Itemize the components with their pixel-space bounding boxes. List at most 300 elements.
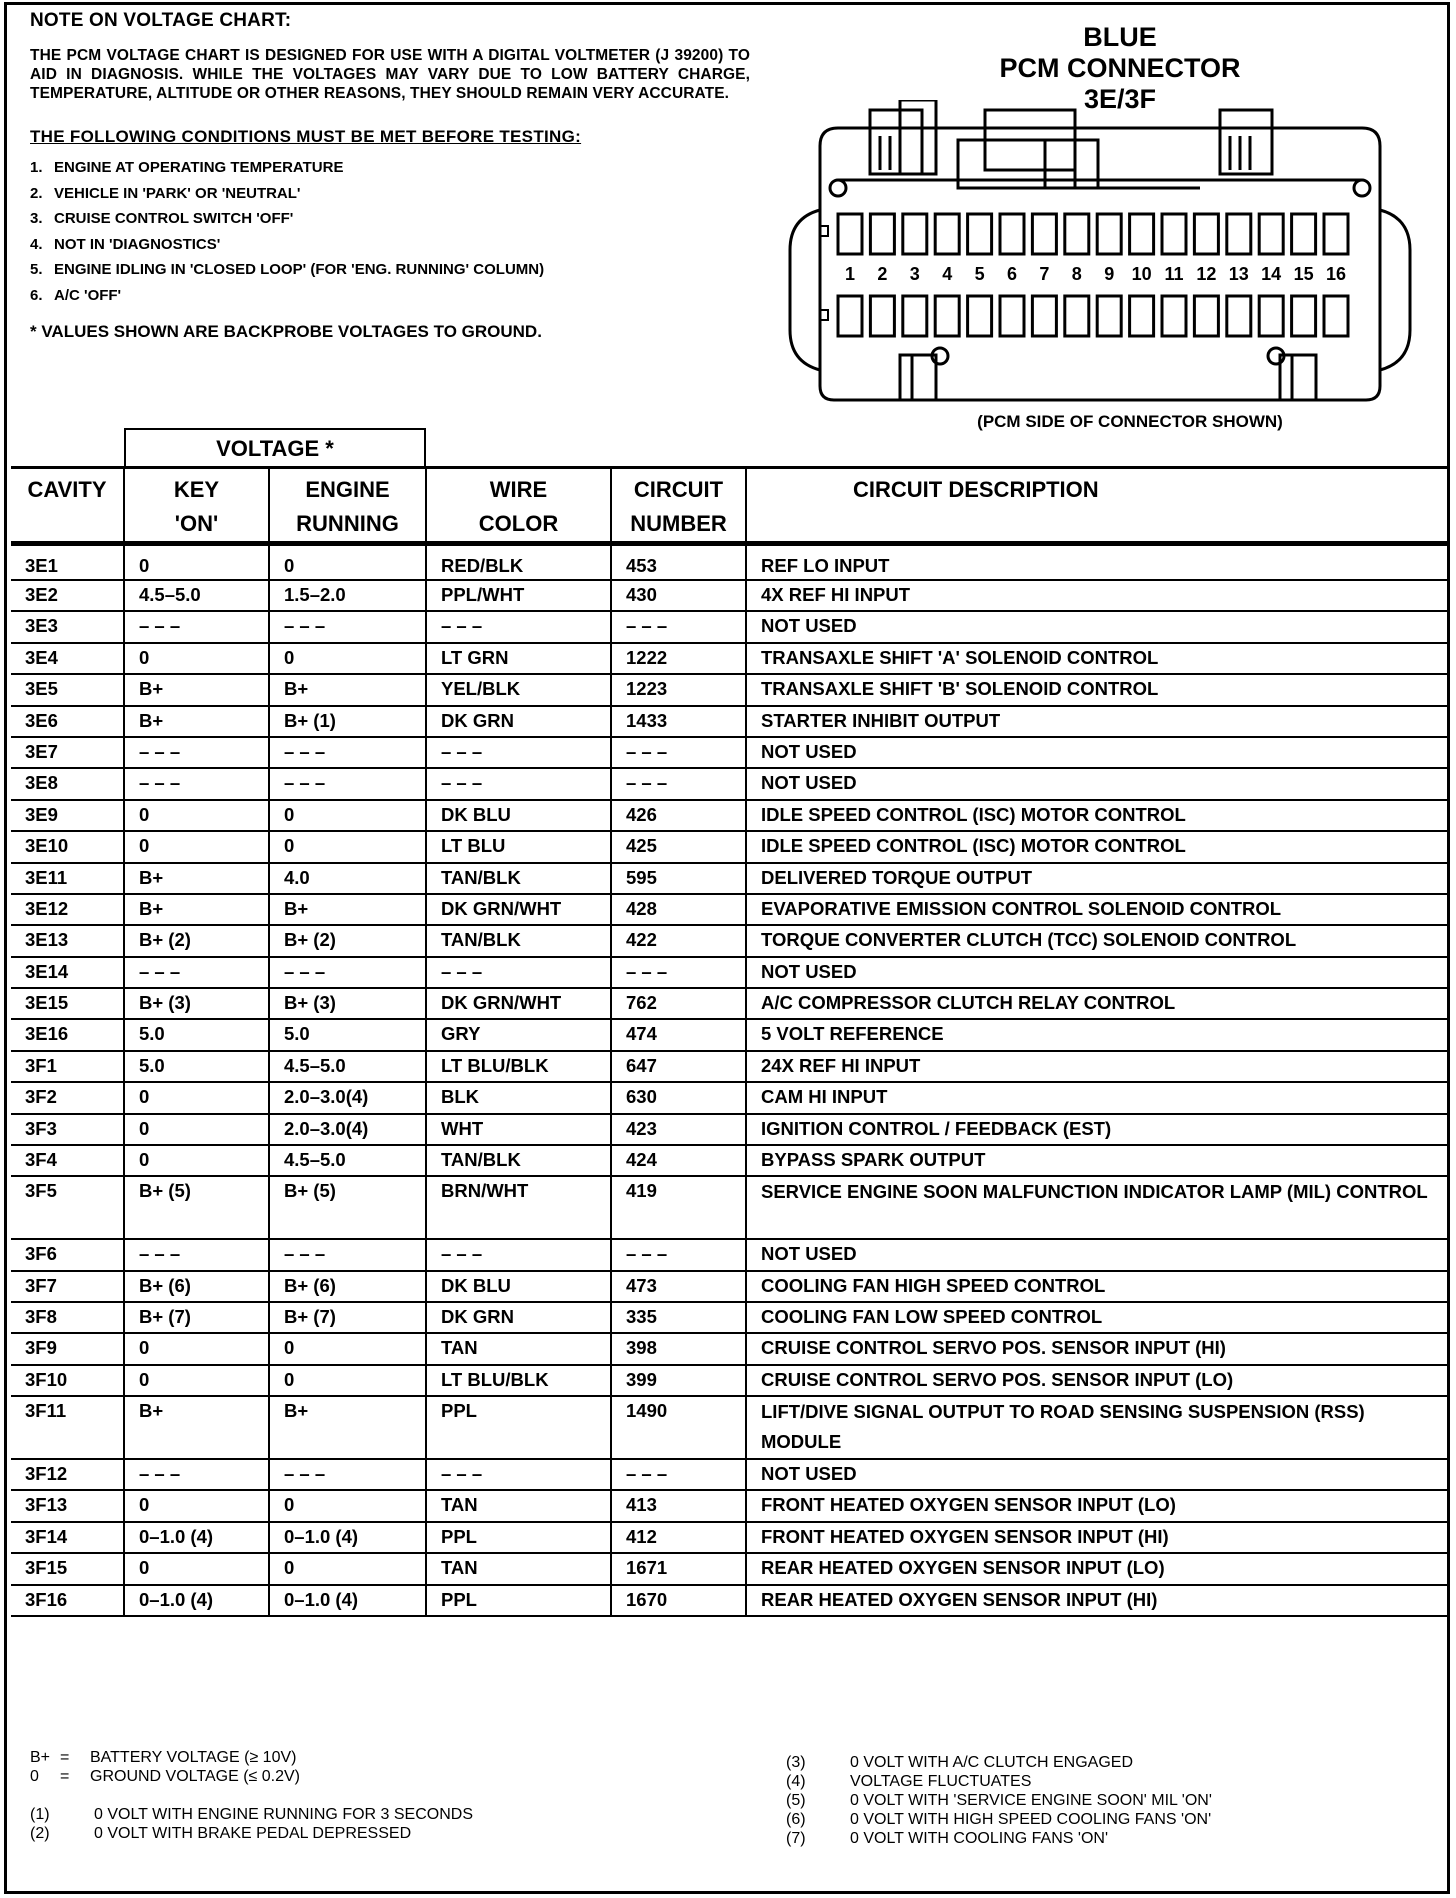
wire-color-cell: PPL [426, 1396, 611, 1459]
cavity-cell: 3F1 [11, 1051, 124, 1082]
cavity-cell: 3E7 [11, 737, 124, 768]
circuit-description-cell: IDLE SPEED CONTROL (ISC) MOTOR CONTROL [746, 831, 1447, 862]
key-on-cell: B+ [124, 706, 269, 737]
wire-color-cell: DK GRN/WHT [426, 988, 611, 1019]
wire-color-cell: – – – [426, 957, 611, 988]
key-on-cell: 0 [124, 1333, 269, 1364]
wire-color-cell: TAN/BLK [426, 1145, 611, 1176]
engine-running-cell: 4.5–5.0 [269, 1145, 426, 1176]
circuit-description-cell: IGNITION CONTROL / FEEDBACK (EST) [746, 1114, 1447, 1145]
key-on-cell: – – – [124, 957, 269, 988]
circuit-description-cell: TRANSAXLE SHIFT 'B' SOLENOID CONTROL [746, 674, 1447, 705]
wire-color-cell: DK BLU [426, 1271, 611, 1302]
table-row [11, 1176, 1447, 1239]
header-cavity: CAVITY [11, 468, 124, 544]
header-circuit-description: CIRCUIT DESCRIPTION [853, 477, 1099, 502]
pcm-connector-diagram [780, 100, 1420, 410]
cavity-cell: 3E2 [11, 580, 124, 611]
circuit-number-cell: 430 [611, 580, 746, 611]
pin-top-10 [1130, 214, 1154, 254]
footnote-item: (7) 0 VOLT WITH COOLING FANS 'ON' [786, 1830, 1108, 1847]
cavity-cell: 3E1 [11, 544, 124, 581]
key-on-cell: 4.5–5.0 [124, 580, 269, 611]
pin-number-3: 3 [909, 264, 920, 284]
cavity-cell: 3E3 [11, 611, 124, 642]
pin-number-15: 15 [1293, 264, 1314, 284]
circuit-description-cell: NOT USED [746, 1239, 1447, 1270]
pin-top-8 [1065, 214, 1089, 254]
pin-bottom-12 [1194, 296, 1218, 336]
legend-item: B+ = BATTERY VOLTAGE (≥ 10V) [30, 1749, 297, 1766]
pin-number-1: 1 [844, 264, 856, 284]
circuit-description-cell: IDLE SPEED CONTROL (ISC) MOTOR CONTROL [746, 800, 1447, 831]
circuit-description-cell: FRONT HEATED OXYGEN SENSOR INPUT (HI) [746, 1522, 1447, 1553]
voltage-chart-note [30, 10, 750, 342]
wire-color-cell: YEL/BLK [426, 674, 611, 705]
pin-bottom-4 [935, 296, 959, 336]
engine-running-cell: 0 [269, 1490, 426, 1521]
table-row [11, 1271, 1447, 1302]
circuit-description-cell: COOLING FAN HIGH SPEED CONTROL [746, 1271, 1447, 1302]
cavity-cell: 3F6 [11, 1239, 124, 1270]
table-row [11, 1459, 1447, 1490]
condition-item: 5. ENGINE IDLING IN 'CLOSED LOOP' (FOR 'ENG. RUNNING' COLUMN) [30, 261, 545, 278]
key-on-cell: 0 [124, 643, 269, 674]
cavity-cell: 3F11 [11, 1396, 124, 1459]
engine-running-cell: 0 [269, 1333, 426, 1364]
pin-number-10: 10 [1131, 264, 1152, 284]
pin-top-15 [1292, 214, 1316, 254]
connector-caption: (PCM SIDE OF CONNECTOR SHOWN) [977, 412, 1283, 431]
pin-top-14 [1259, 214, 1283, 254]
table-row [11, 957, 1447, 988]
circuit-description-cell: REAR HEATED OXYGEN SENSOR INPUT (HI) [746, 1585, 1447, 1616]
key-on-cell: 0–1.0 (4) [124, 1522, 269, 1553]
pin-number-labels [845, 264, 1346, 284]
pin-top-1 [838, 214, 862, 254]
pin-number-2: 2 [877, 264, 888, 284]
table-row [11, 800, 1447, 831]
footnote-item: (1) 0 VOLT WITH ENGINE RUNNING FOR 3 SECONDS [30, 1806, 474, 1823]
condition-item: 2. VEHICLE IN 'PARK' OR 'NEUTRAL' [30, 184, 301, 202]
table-row [11, 1490, 1447, 1521]
engine-running-cell: – – – [269, 768, 426, 799]
pin-number-14: 14 [1261, 264, 1282, 284]
circuit-description-cell: CRUISE CONTROL SERVO POS. SENSOR INPUT (HI) [746, 1333, 1447, 1364]
wire-color-cell: DK BLU [426, 800, 611, 831]
wire-color-cell: BRN/WHT [426, 1176, 611, 1239]
engine-running-cell: – – – [269, 611, 426, 642]
header-key-on: KEY 'ON' [124, 468, 269, 544]
circuit-number-cell: 1222 [611, 643, 746, 674]
table-row [11, 544, 1447, 581]
key-on-cell: B+ [124, 894, 269, 925]
circuit-number-cell: 428 [611, 894, 746, 925]
connector-id-label: 3E/3F [1083, 84, 1157, 114]
engine-running-cell: B+ (1) [269, 706, 426, 737]
table-row [11, 674, 1447, 705]
note-paragraph: THE PCM VOLTAGE CHART IS DESIGNED FOR USE WITH A DIGITAL VOLTMETER (J 39200) TO AID IN DIAGNOSIS. WHILE THE VOLTAGES MAY VARY DUE TO LOW BATTERY CHARGE, TEMPERATURE, ALTITUDE OR OTHER REASONS, THEY SHOULD REMAIN VERY ACCURATE. [30, 47, 750, 102]
wire-color-cell: PPL/WHT [426, 580, 611, 611]
circuit-number-cell: 630 [611, 1082, 746, 1113]
key-on-cell: 0 [124, 1365, 269, 1396]
table-row [11, 1019, 1447, 1050]
pin-top-6 [1000, 214, 1024, 254]
cavity-cell: 3E14 [11, 957, 124, 988]
condition-item: 3. CRUISE CONTROL SWITCH 'OFF' [30, 210, 294, 227]
engine-running-cell: 0 [269, 544, 426, 581]
key-on-cell: B+ (5) [124, 1176, 269, 1239]
pin-bottom-2 [870, 296, 894, 336]
engine-running-cell: B+ [269, 674, 426, 705]
circuit-description-cell: 5 VOLT REFERENCE [746, 1019, 1447, 1050]
wire-color-cell: DK GRN [426, 1302, 611, 1333]
circuit-number-cell: 453 [611, 544, 746, 581]
cavity-cell: 3F14 [11, 1522, 124, 1553]
header-circuit-number: CIRCUIT NUMBER [611, 468, 746, 544]
footnote-item: (3) 0 VOLT WITH A/C CLUTCH ENGAGED [786, 1754, 1134, 1771]
engine-running-cell: 0–1.0 (4) [269, 1585, 426, 1616]
engine-running-cell: B+ (5) [269, 1176, 426, 1239]
circuit-description-cell: NOT USED [746, 1459, 1447, 1490]
engine-running-cell: – – – [269, 1459, 426, 1490]
table-row [11, 1302, 1447, 1333]
key-on-cell: – – – [124, 737, 269, 768]
pin-top-7 [1032, 214, 1056, 254]
pin-number-6: 6 [1006, 264, 1018, 284]
key-on-cell: B+ (2) [124, 925, 269, 956]
table-row [11, 863, 1447, 894]
wire-color-cell: – – – [426, 1239, 611, 1270]
circuit-number-cell: 423 [611, 1114, 746, 1145]
footnote-item: (6) 0 VOLT WITH HIGH SPEED COOLING FANS 'ON' [786, 1811, 1212, 1828]
key-on-cell: B+ [124, 674, 269, 705]
table-row [11, 894, 1447, 925]
engine-running-cell: 4.0 [269, 863, 426, 894]
pin-top-13 [1227, 214, 1251, 254]
pin-bottom-7 [1032, 296, 1056, 336]
engine-running-cell: 4.5–5.0 [269, 1051, 426, 1082]
engine-running-cell: B+ (3) [269, 988, 426, 1019]
wire-color-cell: – – – [426, 737, 611, 768]
cavity-cell: 3E11 [11, 863, 124, 894]
pin-row-top [838, 214, 1348, 254]
cavity-cell: 3F4 [11, 1145, 124, 1176]
wire-color-cell: LT BLU [426, 831, 611, 862]
wire-color-cell: PPL [426, 1585, 611, 1616]
pin-bottom-6 [1000, 296, 1024, 336]
table-row [11, 706, 1447, 737]
circuit-description-cell: FRONT HEATED OXYGEN SENSOR INPUT (LO) [746, 1490, 1447, 1521]
wire-color-cell: – – – [426, 768, 611, 799]
engine-running-cell: 0–1.0 (4) [269, 1522, 426, 1553]
wire-color-cell: TAN/BLK [426, 863, 611, 894]
engine-running-cell: B+ (2) [269, 925, 426, 956]
key-on-cell: B+ [124, 1396, 269, 1459]
circuit-number-cell: – – – [611, 737, 746, 768]
pin-number-16: 16 [1325, 264, 1347, 284]
cavity-cell: 3F8 [11, 1302, 124, 1333]
cavity-cell: 3F3 [11, 1114, 124, 1145]
pin-number-13: 13 [1228, 264, 1249, 284]
circuit-number-cell: 426 [611, 800, 746, 831]
cavity-cell: 3E5 [11, 674, 124, 705]
cavity-cell: 3E9 [11, 800, 124, 831]
key-on-cell: 0 [124, 1082, 269, 1113]
wire-color-cell: BLK [426, 1082, 611, 1113]
wire-color-cell: PPL [426, 1522, 611, 1553]
pin-number-9: 9 [1104, 264, 1115, 284]
note-title: NOTE ON VOLTAGE CHART: [30, 10, 292, 31]
engine-running-cell: B+ [269, 1396, 426, 1459]
wire-color-cell: TAN [426, 1490, 611, 1521]
pin-top-2 [870, 214, 894, 254]
key-on-cell: – – – [124, 1459, 269, 1490]
table-row [11, 1114, 1447, 1145]
circuit-number-cell: 398 [611, 1333, 746, 1364]
engine-running-cell: – – – [269, 957, 426, 988]
key-on-cell: 5.0 [124, 1019, 269, 1050]
cavity-cell: 3E8 [11, 768, 124, 799]
pin-number-4: 4 [942, 264, 953, 284]
key-on-cell: – – – [124, 611, 269, 642]
pin-top-9 [1097, 214, 1121, 254]
cavity-cell: 3F2 [11, 1082, 124, 1113]
circuit-number-cell: 473 [611, 1271, 746, 1302]
key-on-cell: – – – [124, 768, 269, 799]
table-body [11, 544, 1447, 1616]
pin-number-5: 5 [974, 264, 985, 284]
circuit-number-cell: 1671 [611, 1553, 746, 1584]
condition-item: 1. ENGINE AT OPERATING TEMPERATURE [30, 159, 344, 176]
engine-running-cell: B+ [269, 894, 426, 925]
circuit-description-cell: BYPASS SPARK OUTPUT [746, 1145, 1447, 1176]
engine-running-cell: 0 [269, 1365, 426, 1396]
cavity-cell: 3F16 [11, 1585, 124, 1616]
pin-bottom-13 [1227, 296, 1251, 336]
pin-top-5 [968, 214, 992, 254]
cavity-cell: 3E15 [11, 988, 124, 1019]
legend-item: 0 = GROUND VOLTAGE (≤ 0.2V) [30, 1768, 300, 1785]
key-on-cell: 0 [124, 1114, 269, 1145]
table-row [11, 580, 1447, 611]
header-wire-color: WIRE COLOR [426, 468, 611, 544]
circuit-description-cell: NOT USED [746, 611, 1447, 642]
cavity-cell: 3E16 [11, 1019, 124, 1050]
circuit-number-cell: 647 [611, 1051, 746, 1082]
circuit-description-cell: REF LO INPUT [746, 544, 1447, 581]
table-row [11, 611, 1447, 642]
conditions-list [30, 155, 750, 308]
circuit-description-cell: COOLING FAN LOW SPEED CONTROL [746, 1302, 1447, 1333]
engine-running-cell: 2.0–3.0(4) [269, 1114, 426, 1145]
pin-bottom-1 [838, 296, 862, 336]
pin-bottom-16 [1324, 296, 1348, 336]
table-row [11, 737, 1447, 768]
engine-running-cell: – – – [269, 1239, 426, 1270]
connector-color-label: BLUE [1083, 22, 1157, 52]
circuit-number-cell: 419 [611, 1176, 746, 1239]
cavity-cell: 3F5 [11, 1176, 124, 1239]
cavity-cell: 3F12 [11, 1459, 124, 1490]
key-on-cell: 0 [124, 544, 269, 581]
circuit-description-cell: TRANSAXLE SHIFT 'A' SOLENOID CONTROL [746, 643, 1447, 674]
table-row [11, 1051, 1447, 1082]
circuit-description-cell: EVAPORATIVE EMISSION CONTROL SOLENOID CONTROL [746, 894, 1447, 925]
pin-bottom-15 [1292, 296, 1316, 336]
key-on-cell: 0 [124, 1145, 269, 1176]
wire-color-cell: DK GRN/WHT [426, 894, 611, 925]
circuit-number-cell: 474 [611, 1019, 746, 1050]
key-on-cell: 5.0 [124, 1051, 269, 1082]
circuit-description-cell: 24X REF HI INPUT [746, 1051, 1447, 1082]
wire-color-cell: WHT [426, 1114, 611, 1145]
pin-number-12: 12 [1196, 264, 1217, 284]
pin-top-4 [935, 214, 959, 254]
circuit-description-cell: NOT USED [746, 768, 1447, 799]
voltage-group-header: VOLTAGE * [124, 428, 426, 466]
engine-running-cell: – – – [269, 737, 426, 768]
asterisk-note: * VALUES SHOWN ARE BACKPROBE VOLTAGES TO GROUND. [30, 322, 542, 341]
pin-number-11: 11 [1164, 264, 1184, 284]
pin-bottom-9 [1097, 296, 1121, 336]
pin-bottom-14 [1259, 296, 1283, 336]
cavity-cell: 3E4 [11, 643, 124, 674]
key-on-cell: 0 [124, 800, 269, 831]
cavity-cell: 3E10 [11, 831, 124, 862]
condition-item: 6. A/C 'OFF' [30, 286, 122, 304]
pin-top-12 [1194, 214, 1218, 254]
wire-color-cell: GRY [426, 1019, 611, 1050]
engine-running-cell: 0 [269, 643, 426, 674]
legend-right [786, 1753, 1212, 1848]
pin-top-11 [1162, 214, 1186, 254]
circuit-number-cell: 335 [611, 1302, 746, 1333]
key-on-cell: B+ [124, 863, 269, 894]
table-row [11, 1396, 1447, 1459]
circuit-description-cell: NOT USED [746, 737, 1447, 768]
table-row [11, 1553, 1447, 1584]
circuit-number-cell: 1490 [611, 1396, 746, 1459]
wire-color-cell: LT BLU/BLK [426, 1051, 611, 1082]
table-row [11, 925, 1447, 956]
cavity-cell: 3F7 [11, 1271, 124, 1302]
pin-bottom-3 [903, 296, 927, 336]
circuit-number-cell: – – – [611, 768, 746, 799]
cavity-cell: 3F13 [11, 1490, 124, 1521]
key-on-cell: 0–1.0 (4) [124, 1585, 269, 1616]
wire-color-cell: – – – [426, 611, 611, 642]
cavity-cell: 3F15 [11, 1553, 124, 1584]
wire-color-cell: TAN [426, 1333, 611, 1364]
circuit-description-cell: REAR HEATED OXYGEN SENSOR INPUT (LO) [746, 1553, 1447, 1584]
table-row [11, 1082, 1447, 1113]
engine-running-cell: 0 [269, 1553, 426, 1584]
pin-bottom-11 [1162, 296, 1186, 336]
circuit-number-cell: 399 [611, 1365, 746, 1396]
circuit-number-cell: 424 [611, 1145, 746, 1176]
table-row [11, 831, 1447, 862]
circuit-number-cell: 412 [611, 1522, 746, 1553]
key-on-cell: 0 [124, 1553, 269, 1584]
table-row [11, 1522, 1447, 1553]
circuit-number-cell: 422 [611, 925, 746, 956]
circuit-description-cell: A/C COMPRESSOR CLUTCH RELAY CONTROL [746, 988, 1447, 1019]
legend-left [30, 1748, 473, 1843]
circuit-number-cell: 425 [611, 831, 746, 862]
key-on-cell: B+ (6) [124, 1271, 269, 1302]
circuit-description-cell: CRUISE CONTROL SERVO POS. SENSOR INPUT (LO) [746, 1365, 1447, 1396]
circuit-number-cell: – – – [611, 1459, 746, 1490]
cavity-cell: 3F10 [11, 1365, 124, 1396]
circuit-description-cell: LIFT/DIVE SIGNAL OUTPUT TO ROAD SENSING SUSPENSION (RSS) MODULE [746, 1396, 1447, 1459]
circuit-number-cell: 595 [611, 863, 746, 894]
circuit-number-cell: 413 [611, 1490, 746, 1521]
table-row [11, 643, 1447, 674]
cavity-cell: 3E13 [11, 925, 124, 956]
key-on-cell: – – – [124, 1239, 269, 1270]
engine-running-cell: 0 [269, 800, 426, 831]
circuit-description-cell: 4X REF HI INPUT [746, 580, 1447, 611]
footnote-item: (4) VOLTAGE FLUCTUATES [786, 1773, 1032, 1790]
circuit-description-cell: DELIVERED TORQUE OUTPUT [746, 863, 1447, 894]
wire-color-cell: RED/BLK [426, 544, 611, 581]
circuit-description-cell: STARTER INHIBIT OUTPUT [746, 706, 1447, 737]
circuit-number-cell: – – – [611, 1239, 746, 1270]
circuit-description-cell: NOT USED [746, 957, 1447, 988]
key-on-cell: 0 [124, 831, 269, 862]
cavity-cell: 3F9 [11, 1333, 124, 1364]
engine-running-cell: B+ (7) [269, 1302, 426, 1333]
wire-color-cell: LT BLU/BLK [426, 1365, 611, 1396]
header-engine-running: ENGINE RUNNING [269, 468, 426, 544]
engine-running-cell: 5.0 [269, 1019, 426, 1050]
circuit-number-cell: 1223 [611, 674, 746, 705]
circuit-description-cell: SERVICE ENGINE SOON MALFUNCTION INDICATOR LAMP (MIL) CONTROL [746, 1176, 1447, 1239]
table-row [11, 1145, 1447, 1176]
pin-bottom-8 [1065, 296, 1089, 336]
key-on-cell: B+ (3) [124, 988, 269, 1019]
pin-number-8: 8 [1071, 264, 1082, 284]
condition-item: 4. NOT IN 'DIAGNOSTICS' [30, 235, 221, 253]
engine-running-cell: 1.5–2.0 [269, 580, 426, 611]
footnote-item: (2) 0 VOLT WITH BRAKE PEDAL DEPRESSED [30, 1825, 412, 1842]
pin-bottom-10 [1130, 296, 1154, 336]
wire-color-cell: – – – [426, 1459, 611, 1490]
circuit-number-cell: 762 [611, 988, 746, 1019]
key-on-cell: 0 [124, 1490, 269, 1521]
connector-name-label: PCM CONNECTOR [999, 53, 1241, 83]
engine-running-cell: 2.0–3.0(4) [269, 1082, 426, 1113]
pin-number-7: 7 [1039, 264, 1050, 284]
circuit-number-cell: – – – [611, 957, 746, 988]
circuit-description-cell: TORQUE CONVERTER CLUTCH (TCC) SOLENOID CONTROL [746, 925, 1447, 956]
table-row [11, 1239, 1447, 1270]
cavity-cell: 3E12 [11, 894, 124, 925]
circuit-description-cell: CAM HI INPUT [746, 1082, 1447, 1113]
table-row [11, 1333, 1447, 1364]
key-on-cell: B+ (7) [124, 1302, 269, 1333]
footnote-item: (5) 0 VOLT WITH 'SERVICE ENGINE SOON' MIL 'ON' [786, 1792, 1212, 1809]
table-row [11, 988, 1447, 1019]
engine-running-cell: 0 [269, 831, 426, 862]
circuit-number-cell: 1433 [611, 706, 746, 737]
pcm-voltage-table [11, 466, 1447, 1617]
table-header-row [11, 468, 1447, 544]
table-row [11, 1365, 1447, 1396]
wire-color-cell: TAN/BLK [426, 925, 611, 956]
conditions-title: THE FOLLOWING CONDITIONS MUST BE MET BEFORE TESTING: [30, 127, 582, 146]
